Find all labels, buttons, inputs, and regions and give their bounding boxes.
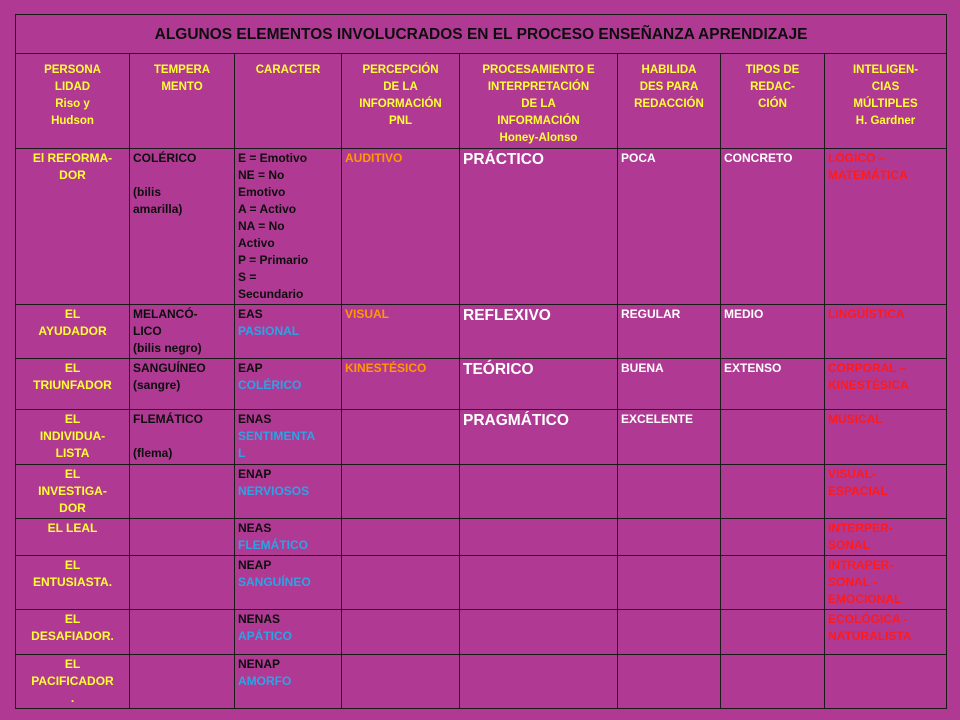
personalidad-cell: EL TRIUNFADOR xyxy=(16,359,130,410)
table-title: ALGUNOS ELEMENTOS INVOLUCRADOS EN EL PROCESO ENSEÑANZA APRENDIZAJE xyxy=(16,15,947,54)
inteligencia-cell: CORPORAL – KINESTÉSICA xyxy=(825,359,947,410)
table-row xyxy=(16,655,947,709)
caracter-type-label: SENTIMENTA xyxy=(238,429,316,443)
table-row xyxy=(16,610,947,655)
habilidad-cell xyxy=(618,465,721,519)
caracter-type-label: L xyxy=(238,446,246,460)
procesamiento-cell: PRAGMÁTICO xyxy=(460,410,618,465)
caracter-cell: NENAP AMORFO xyxy=(235,655,342,709)
habilidad-cell xyxy=(618,610,721,655)
caracter-type-label: FLEMÁTICO xyxy=(238,538,308,552)
inteligencia-cell: LINGÜÍSTICA xyxy=(825,305,947,359)
tipo-redaccion-cell: CONCRETO xyxy=(721,149,825,305)
header-tipos: TIPOS DE REDAC- CIÓN xyxy=(721,54,825,149)
tipo-redaccion-cell: EXTENSO xyxy=(721,359,825,410)
inteligencia-cell: INTRAPER- SONAL - EMOCIONAL xyxy=(825,556,947,610)
habilidad-cell: EXCELENTE xyxy=(618,410,721,465)
temperamento-cell xyxy=(130,556,235,610)
procesamiento-cell: REFLEXIVO xyxy=(460,305,618,359)
caracter-type-label: COLÉRICO xyxy=(238,378,302,392)
personalidad-cell: El REFORMA- DOR xyxy=(16,149,130,305)
temperamento-cell: MELANCÓ- LICO (bilis negro) xyxy=(130,305,235,359)
caracter-cell: EAS PASIONAL xyxy=(235,305,342,359)
tipo-redaccion-cell xyxy=(721,610,825,655)
percepcion-cell xyxy=(342,655,460,709)
procesamiento-cell xyxy=(460,655,618,709)
header-percepcion: PERCEPCIÓN DE LA INFORMACIÓN PNL xyxy=(342,54,460,149)
percepcion-cell xyxy=(342,410,460,465)
caracter-type-label: SANGUÍNEO xyxy=(238,575,311,589)
caracter-cell: NEAS FLEMÁTICO xyxy=(235,519,342,556)
caracter-cell: EAP COLÉRICO xyxy=(235,359,342,410)
tipo-redaccion-cell xyxy=(721,465,825,519)
table-row xyxy=(16,305,947,359)
caracter-type-label: APÁTICO xyxy=(238,629,292,643)
header-procesamiento: PROCESAMIENTO E INTERPRETACIÓN DE LA INFORMACIÓN Honey-Alonso xyxy=(460,54,618,149)
header-temperamento: TEMPERA MENTO xyxy=(130,54,235,149)
caracter-cell: ENAS SENTIMENTA L xyxy=(235,410,342,465)
tipo-redaccion-cell xyxy=(721,410,825,465)
personalidad-cell: EL INVESTIGA- DOR xyxy=(16,465,130,519)
caracter-cell: NEAP SANGUÍNEO xyxy=(235,556,342,610)
habilidad-cell: REGULAR xyxy=(618,305,721,359)
procesamiento-cell xyxy=(460,465,618,519)
header-personalidad: PERSONA LIDAD Riso y Hudson xyxy=(16,54,130,149)
table-row xyxy=(16,410,947,465)
table-row xyxy=(16,465,947,519)
temperamento-cell: COLÉRICO (bilis amarilla) xyxy=(130,149,235,305)
personalidad-cell: EL ENTUSIASTA. xyxy=(16,556,130,610)
personalidad-cell: EL PACIFICADOR . xyxy=(16,655,130,709)
caracter-type-label: PASIONAL xyxy=(238,324,300,338)
tipo-redaccion-cell: MEDIO xyxy=(721,305,825,359)
caracter-type-label: NERVIOSOS xyxy=(238,484,310,498)
learning-elements-table xyxy=(15,14,947,709)
percepcion-cell: VISUAL xyxy=(342,305,460,359)
procesamiento-cell: TEÓRICO xyxy=(460,359,618,410)
procesamiento-cell: PRÁCTICO xyxy=(460,149,618,305)
tipo-redaccion-cell xyxy=(721,519,825,556)
temperamento-cell: SANGUÍNEO (sangre) xyxy=(130,359,235,410)
header-caracter: CARACTER xyxy=(235,54,342,149)
percepcion-cell xyxy=(342,610,460,655)
inteligencia-cell: MUSICAL xyxy=(825,410,947,465)
procesamiento-cell xyxy=(460,610,618,655)
table-row xyxy=(16,556,947,610)
inteligencia-cell: LÓGICO – MATEMÁTICA xyxy=(825,149,947,305)
slide xyxy=(15,14,946,705)
habilidad-cell xyxy=(618,556,721,610)
personalidad-cell: EL INDIVIDUA- LISTA xyxy=(16,410,130,465)
temperamento-cell: FLEMÁTICO (flema) xyxy=(130,410,235,465)
temperamento-cell xyxy=(130,519,235,556)
caracter-cell: NENAS APÁTICO xyxy=(235,610,342,655)
table-row xyxy=(16,519,947,556)
habilidad-cell xyxy=(618,519,721,556)
temperamento-cell xyxy=(130,465,235,519)
habilidad-cell xyxy=(618,655,721,709)
habilidad-cell: POCA xyxy=(618,149,721,305)
caracter-type-label: AMORFO xyxy=(238,674,292,688)
inteligencia-cell: VISUAL- ESPACIAL xyxy=(825,465,947,519)
personalidad-cell: EL LEAL xyxy=(16,519,130,556)
personalidad-cell: EL DESAFIADOR. xyxy=(16,610,130,655)
percepcion-cell xyxy=(342,519,460,556)
tipo-redaccion-cell xyxy=(721,655,825,709)
percepcion-cell xyxy=(342,556,460,610)
temperamento-cell xyxy=(130,655,235,709)
procesamiento-cell xyxy=(460,556,618,610)
percepcion-cell xyxy=(342,465,460,519)
percepcion-cell: KINESTÉSICO xyxy=(342,359,460,410)
temperamento-cell xyxy=(130,610,235,655)
percepcion-cell: AUDITIVO xyxy=(342,149,460,305)
inteligencia-cell xyxy=(825,655,947,709)
table-row xyxy=(16,359,947,410)
header-inteligencias: INTELIGEN- CIAS MÚLTIPLES H. Gardner xyxy=(825,54,947,149)
tipo-redaccion-cell xyxy=(721,556,825,610)
habilidad-cell: BUENA xyxy=(618,359,721,410)
header-habilidades: HABILIDA DES PARA REDACCIÓN xyxy=(618,54,721,149)
inteligencia-cell: INTERPER- SONAL xyxy=(825,519,947,556)
procesamiento-cell xyxy=(460,519,618,556)
caracter-cell: ENAP NERVIOSOS xyxy=(235,465,342,519)
header-row xyxy=(16,54,947,149)
personalidad-cell: EL AYUDADOR xyxy=(16,305,130,359)
caracter-cell: E = Emotivo NE = No Emotivo A = Activo NA = No Activo P = Primario S = Secundario xyxy=(235,149,342,305)
inteligencia-cell: ECOLÓGICA - NATURALISTA xyxy=(825,610,947,655)
table-row xyxy=(16,149,947,305)
